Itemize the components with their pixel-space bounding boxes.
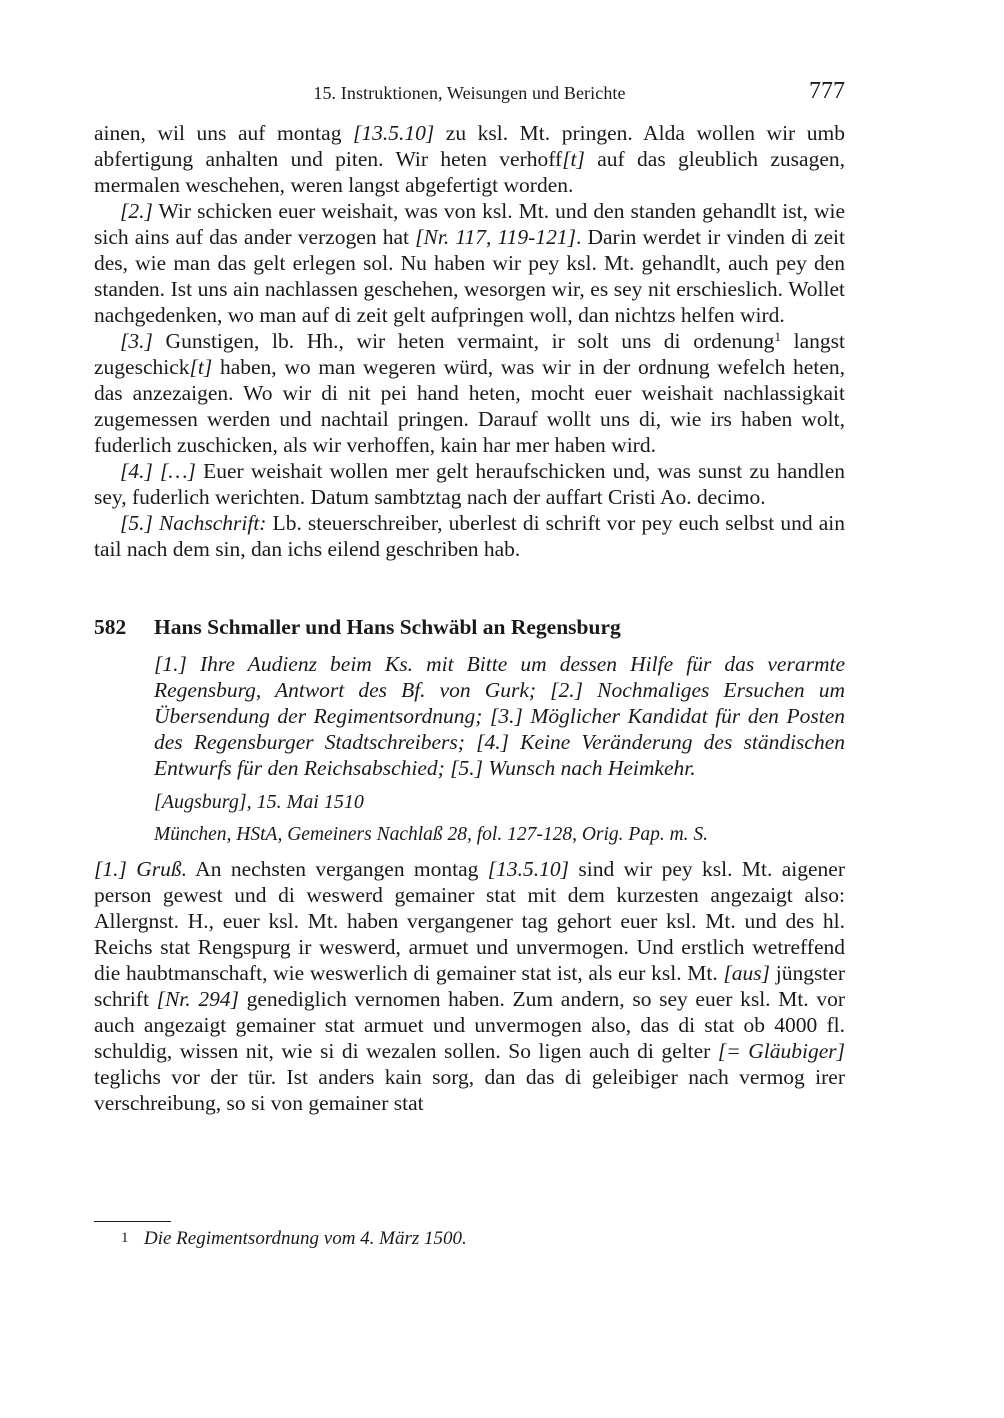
text-run: langst zugeschick (94, 329, 845, 379)
paragraph-marker: [3.] (120, 329, 153, 353)
paragraph-continued (94, 120, 845, 198)
paragraph-2 (94, 198, 845, 328)
text-run: . Darin werdet ir vinden di zeit des, wie man das gelt erlegen sol. Nu haben wir pey ksl. Mt. gehandlt, auch pey den standen. Ist uns ain nachlassen geschehen, wesorgen wir, es sey nit erschieslich. Wollet nachgedenken, wo man auf di zeit gelt aufpringen woll, dan nichtzs helfen wird. (94, 225, 845, 327)
document-text (94, 856, 845, 1116)
text-run: ainen, wil uns auf montag (94, 121, 354, 145)
paragraph-marker: [5.] Nachschrift: (120, 511, 267, 535)
footnote-area (94, 1221, 845, 1251)
text-run: haben, wo man wegeren würd, was wir in der ordnung wefelch heten, das anzezaigen. Wo wir di nit pei hand heten, mocht euer weishait nachlassigkait zugemessen werden und nachtail pringen. Darauf wollt uns di, wie irs haben wolt, fuderlich zuschicken, als wir verhoffen, kain har mer haben wird. (94, 355, 845, 457)
paragraph-4 (94, 458, 845, 510)
editorial-date-note: [13.5.10] (487, 857, 570, 881)
text-run: An nechsten vergangen montag (187, 857, 488, 881)
footnote-rule (94, 1221, 171, 1222)
continued-letter-text (94, 120, 845, 562)
text-run: sind wir pey ksl. Mt. aigener person gewest und di weswerd gemainer stat mit dem kurzesten angezaigt also: Allergnst. H., euer ksl. Mt. haben vergangener tag gehort euer ksl. Mt. und des hl. Reichs stat Rengspurg ir weswerd, armuet und unvermogen. Und erstlich wetreffend die haubtmanschaft, wie weswerlich di gemainer stat ist, als eur ksl. Mt. (94, 857, 845, 985)
document-source: München, HStA, Gemeiners Nachlaß 28, fol. 127-128, Orig. Pap. m. S. (154, 824, 709, 845)
footnote (94, 1226, 845, 1251)
document-date: [Augsburg], 15. Mai 1510 (154, 791, 364, 813)
editorial-date-note: [13.5.10] (353, 121, 435, 145)
editorial-gloss: [= Gläubiger] (717, 1039, 845, 1063)
footnote-text: Die Regimentsordnung vom 4. März 1500. (144, 1228, 467, 1249)
editorial-insertion: [t] (189, 355, 213, 379)
regest: [1.] Ihre Audienz beim Ks. mit Bitte um dessen Hilfe für das verarmte Regensburg, Antwort des Bf. von Gurk; [2.] Nochmaliges Ersuchen um Übersendung der Regimentsordnung; [3.] Möglicher Kandidat für den Posten des Regensburger Stadtschreibers; [4.] Keine Veränderung des ständischen Entwurfs für den Reichsabschied; [5.] Wunsch nach Heimkehr. (154, 652, 845, 780)
cross-reference[interactable]: [Nr. 294] (156, 987, 239, 1011)
text-run: Wir schicken euer weishait, was von ksl. Mt. und den standen gehandlt ist, wie sich ains auf das ander verzogen hat (94, 199, 845, 249)
page-number: 777 (809, 78, 845, 104)
document-heading (94, 614, 845, 640)
editorial-insertion: [aus] (723, 961, 771, 985)
text-run: auf das gleublich zusagen, mermalen weschehen, weren langst abgefertigt worden. (94, 147, 845, 197)
footnote-reference[interactable]: 1 (774, 329, 781, 344)
running-head (94, 78, 845, 108)
text-run: genediglich vernomen haben. Zum andern, so sey euer ksl. Mt. vor auch angezaigt gemainer stat armuet und unvermogen also, das di stat ob 4000 fl. schuldig, wissen nit, wie si di wezalen sollen. So ligen auch di gelter (94, 987, 845, 1063)
document-number: 582 (94, 615, 127, 639)
text-run: Lb. steuerschreiber, uberlest di schrift vor pey euch selbst und ain tail nach dem sin, dan ichs eilend geschriben hab. (94, 511, 845, 561)
document-summary (154, 651, 845, 848)
footnote-mark: 1 (121, 1230, 129, 1246)
text-run: zu ksl. Mt. pringen. Alda wollen wir umb abfertigung anhalten und piten. Wir heten verhoff (94, 121, 846, 171)
cross-reference[interactable]: [Nr. 117, 119-121] (415, 225, 576, 249)
editorial-insertion: [t] (562, 147, 585, 171)
text-run: jüngster schrift (94, 961, 845, 1011)
paragraph-3 (94, 328, 845, 458)
paragraph-5 (94, 510, 845, 562)
page-body (94, 78, 845, 1116)
paragraph-marker: [4.] […] (120, 459, 196, 483)
running-title: 15. Instruktionen, Weisungen und Berichte (313, 83, 626, 103)
paragraph-marker: [2.] (120, 199, 153, 223)
text-run: teglichs vor der tür. Ist anders kain sorg, dan das di geleibiger nach vermog irer verschreibung, so si von gemainer stat (94, 1065, 845, 1115)
paragraph-marker: [1.] Gruß. (94, 857, 187, 881)
text-run: Gunstigen, lb. Hh., wir heten vermaint, ir solt uns di ordenung (152, 329, 775, 353)
text-run: Euer weishait wollen mer gelt heraufschicken und, was sunst zu handlen sey, fuderlich werichten. Datum sambtztag nach der auffart Cristi Ao. decimo. (94, 459, 845, 509)
document-title: Hans Schmaller und Hans Schwäbl an Regensburg (154, 615, 621, 639)
paragraph-1 (94, 856, 845, 1116)
